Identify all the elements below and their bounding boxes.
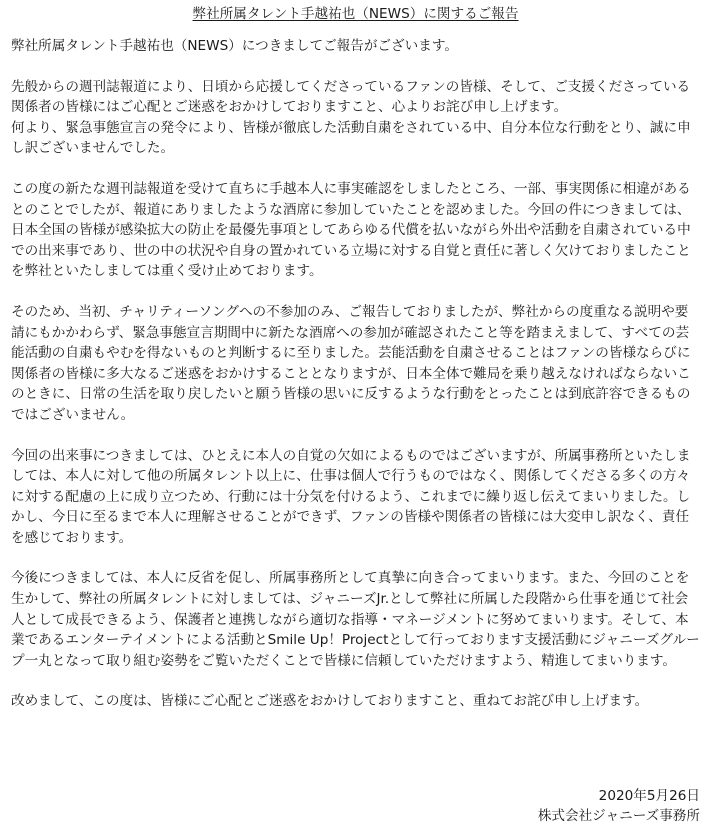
document-title — [11, 4, 700, 24]
paragraph-apology-continued: 何より、緊急事態宣言の発令により、皆様が徹底した活動自粛をされている中、自分本位な行動をとり、誠に申し訳ございませんでした。 — [11, 119, 691, 157]
paragraph-apology: 先般からの週刊誌報道により、日頃から応援してくださっているファンの皆様、そして、ご支援くださっている関係者の皆様にはご心配とご迷惑をおかけしておりますこと、心よりお詫び申し上げます。 — [11, 78, 691, 116]
paragraph-closing: 改めまして、この度は、皆様にご心配とご迷惑をおかけしておりますこと、重ねてお詫び申し上げます。 — [11, 693, 649, 710]
paragraph-intro: 弊社所属タレント手越祐也（NEWS）につきましてご報告がございます。 — [11, 38, 458, 54]
paragraph-responsibility: 今回の出来事につきましては、ひとえに本人の自覚の欠如によるものではございますが、所属事務所といたしましては、本人に対して他の所属タレント以上に、仕事は個人で行うものではなく、関係してくださる多くの方々に対する配慮の上に成り立つため、行動には十分気を付けるよう、これまでに繰り返し伝えてまいりました。しかし、今日に至るまで本人に理解させることができず、ファンの皆様や関係者の皆様には大変申し訳なく、責任を感じております。 — [11, 447, 691, 546]
document-date: 2020年5月26日 — [598, 788, 700, 804]
document-title-text: 弊社所属タレント手越祐也（NEWS）に関するご報告 — [192, 6, 519, 22]
paragraph-suspension: そのため、当初、チャリティーソングへの不参加のみ、ご報告しておりましたが、弊社からの度重なる説明や要請にもかかわらず、緊急事態宣言期間中に新たな酒席への参加が確認されたこと等を踏まえまして、すべての芸能活動の自粛もやむを得ないものと判断するに至りました。芸能活動を自粛させることはファンの皆様ならびに関係者の皆様に多大なるご迷惑をおかけすることとなりますが、日本全体で難局を乗り越えなければならないこのときに、日常の生活を取り戻したいと願う皆様の思いに反するような行動をとったことは到底許容できるものではございません。 — [11, 303, 691, 423]
paragraph-fact-check: この度の新たな週刊誌報道を受けて直ちに手越本人に事実確認をしましたところ、一部、事実関係に相違があるとのことでしたが、報道にありましたような酒席に参加していたことを認めました。今回の件につきましては、日本全国の皆様が感染拡大の防止を最優先事項としてあらゆる代償を払いながら外出や活動を自粛されている中での出来事であり、世の中の状況や自身の置かれている立場に対する自覚と責任に著しく欠けておりましたことを弊社といたしましては重く受け止めております。 — [11, 180, 691, 280]
paragraph-future: 今後につきましては、本人に反省を促し、所属事務所として真摯に向き合ってまいります。また、今回のことを生かして、弊社の所属タレントに対しましては、ジャニーズJr.として弊社に所属した段階から仕事を通じて社会人として成長できるよう、保護者と連携しながら適切な指導・マネージメントに努めてまいります。そして、本業であるエンターテイメントによる活動とSmile Up！Projectとして行っております支援活動にジャニーズグループ一丸となって取り組む姿勢をご覧いただくことで皆様に信頼していただけますよう、精進してまいります。 — [11, 570, 700, 669]
company-name: 株式会社ジャニーズ事務所 — [537, 808, 700, 824]
